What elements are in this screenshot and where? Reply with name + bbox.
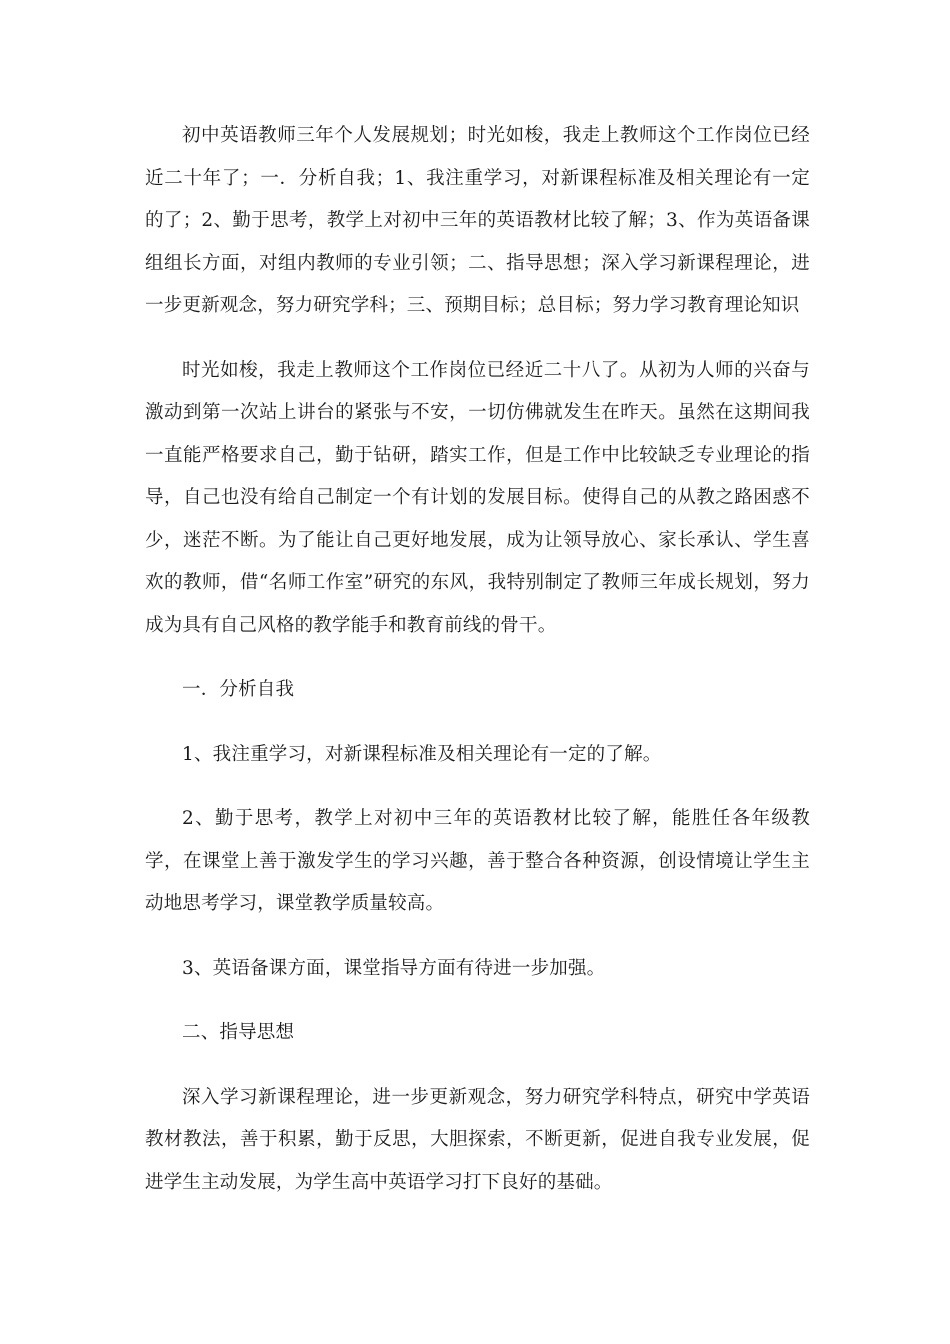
paragraph-intro-summary: 初中英语教师三年个人发展规划；时光如梭，我走上教师这个工作岗位已经近二十年了；一．分析自我；1、我注重学习，对新课程标准及相关理论有一定的了；2、勤于思考，教学上对初中三年的英语教材比较了解；3、作为英语备课组组长方面，对组内教师的专业引领；二、指导思想；深入学习新课程理论，进一步更新观念，努力研究学科；三、预期目标；总目标；努力学习教育理论知识 <box>145 125 810 316</box>
paragraph-guiding-ideology: 深入学习新课程理论，进一步更新观念，努力研究学科特点，研究中学英语教材教法，善于积累，勤于反思，大胆探索，不断更新，促进自我专业发展，促进学生主动发展，为学生高中英语学习打下良好的基础。 <box>145 1086 810 1193</box>
section-heading-guiding-ideology: 二、指导思想 <box>182 1022 295 1043</box>
paragraph-background: 时光如梭，我走上教师这个工作岗位已经近二十八了。从初为人师的兴奋与激动到第一次站上讲台的紧张与不安，一切仿佛就发生在昨天。虽然在这期间我一直能严格要求自己，勤于钻研，踏实工作，但是工作中比较缺乏专业理论的指导，自己也没有给自己制定一个有计划的发展目标。使得自己的从教之路困惑不少，迷茫不断。为了能让自己更好地发展，成为让领导放心、家长承认、学生喜欢的教师，借“名师工作室”研究的东风，我特别制定了教师三年成长规划，努力成为具有自己风格的教学能手和教育前线的骨干。 <box>145 359 810 636</box>
paragraph-point-2: 2、勤于思考，教学上对初中三年的英语教材比较了解，能胜任各年级教学，在课堂上善于激发学生的学习兴趣，善于整合各种资源，创设情境让学生主动地思考学习，课堂教学质量较高。 <box>145 808 810 914</box>
paragraph-point-1: 1、我注重学习，对新课程标准及相关理论有一定的了解。 <box>182 743 662 765</box>
section-heading-self-analysis: 一．分析自我 <box>182 679 295 700</box>
paragraph-point-3: 3、英语备课方面，课堂指导方面有待进一步加强。 <box>182 957 606 979</box>
